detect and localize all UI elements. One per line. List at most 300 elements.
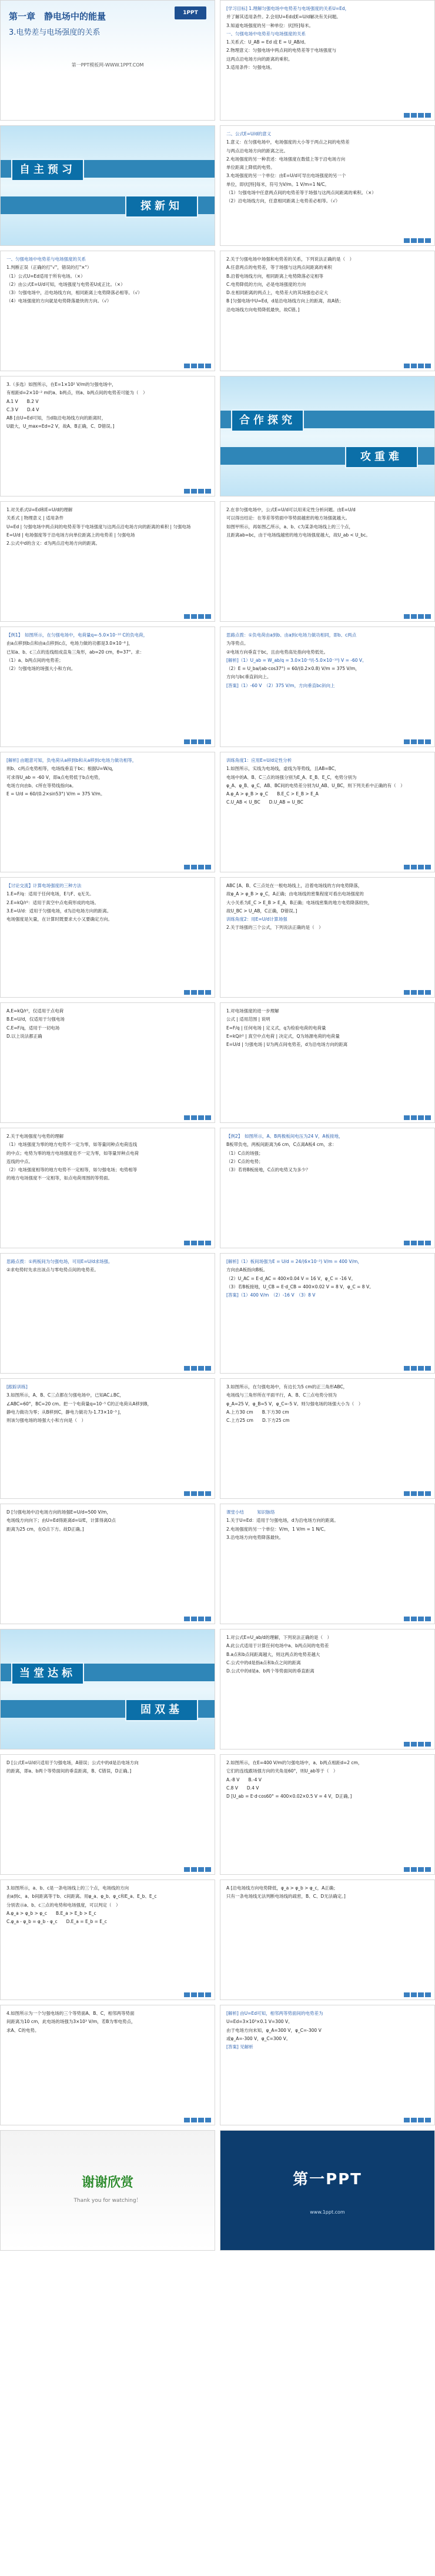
nav-button[interactable] (404, 739, 410, 744)
logo: 1PPT (175, 6, 206, 19)
nav-button[interactable] (411, 990, 417, 995)
nav-button[interactable] (418, 1115, 424, 1120)
slide-text-line: 的地方电场强度不一定相等，如点电荷周围的等势面。 (6, 1175, 112, 1181)
nav-button[interactable] (205, 1366, 211, 1371)
thanks-subtitle: Thank you for watching！ (73, 2198, 142, 2204)
slide-nav-buttons (404, 1366, 431, 1371)
nav-button[interactable] (404, 1491, 410, 1496)
slide-text-line: B.E=U/d，仅适用于匀强电场 (6, 1017, 65, 1022)
nav-button[interactable] (191, 364, 197, 368)
nav-button[interactable] (198, 990, 204, 995)
slide-text-line: U最大，U_max=Ed=2 V，故A、B正确，C、D错误。] (6, 424, 115, 429)
slide-nav-buttons (184, 739, 211, 744)
nav-button[interactable] (425, 113, 431, 118)
nav-button[interactable] (205, 364, 211, 368)
slide-12[interactable] (220, 626, 435, 747)
slide-nav-buttons (404, 1491, 431, 1496)
nav-button[interactable] (191, 2118, 197, 2122)
slide-nav-buttons (184, 1617, 211, 1621)
nav-button[interactable] (198, 739, 204, 744)
slide-6[interactable] (220, 251, 435, 371)
nav-button[interactable] (205, 1617, 211, 1621)
slide-text-line: 的中点；电势为零的地方电场强度也不一定为零，如等量异种点电荷 (6, 1150, 139, 1156)
slide-8[interactable] (220, 376, 435, 496)
nav-button[interactable] (184, 2118, 190, 2122)
nav-button[interactable] (191, 1366, 197, 1371)
slide-text-line: 电场线与三角形所在平面平行，A、B、C三点电势分别为 (226, 1392, 337, 1398)
slide-nav-buttons (184, 489, 211, 494)
nav-button[interactable] (184, 865, 190, 869)
nav-button[interactable] (191, 865, 197, 869)
slide-text-line: 3.知道电场强度的另一种单位：伏[特]每米。 (226, 22, 314, 28)
slide-text-line: 由于电场方向未知，φ_A=300 V，φ_C=-300 V (226, 2027, 322, 2033)
nav-button[interactable] (418, 364, 424, 368)
slide-34[interactable] (220, 2005, 435, 2125)
slide-text-line: （2）由公式E=U/d可知，电场强度与电势差U成正比。（×） (6, 281, 125, 287)
slide-text-line: [解析] 由U=Ed可知，相邻两等势面间的电势差为 (226, 2011, 323, 2016)
slide-text-line: C.公式中的d是指a点和b点之间的距离 (226, 1659, 301, 1665)
slide-text-line: 关系式 | 物理意义 | 适用条件 (6, 515, 64, 521)
slide-text-line: 3.如图所示，a、b、c是一条电场线上的三个点，电场线的方向 (6, 1885, 129, 1891)
nav-button[interactable] (425, 990, 431, 995)
nav-button[interactable] (418, 614, 424, 619)
slide-text-line: 并了解其适用条件。2.会用U=Ed或E=U/d解决有关问题。 (226, 14, 341, 20)
slide-26[interactable] (220, 1504, 435, 1624)
slide-23[interactable] (0, 1378, 215, 1499)
slide-nav-buttons (404, 614, 431, 619)
slide-text-line: 方向与bc垂直斜向上。 (226, 674, 272, 680)
slide-text-line: E=U/d | 电场强度等于沿电场方向单位距离上的电势差 | 匀强电场 (6, 532, 135, 538)
nav-button[interactable] (411, 238, 417, 243)
section-tag: 自主预习 (11, 159, 84, 181)
slide-text-line: A.φ_A > φ_B > φ_C B.E_C > E_B > E_A (226, 791, 319, 797)
slide-text-line: C.3 V D.4 V (6, 406, 39, 412)
slide-text-line: ∠ABC=60°，BC=20 cm。把一个电荷量q=10⁻⁵ C的正电荷从A移到B， (6, 1401, 152, 1407)
slide-nav-buttons (184, 1366, 211, 1371)
nav-button[interactable] (184, 364, 190, 368)
slide-text-line: 大小关系为E_C > E_B > E_A，B正确；电场线密集的地方电势降落较快， (226, 899, 373, 905)
slide-nav-buttons (184, 364, 211, 368)
slide-nav-buttons (404, 1241, 431, 1245)
brand-url: www.1ppt.com (310, 2210, 345, 2215)
nav-button[interactable] (184, 1867, 190, 1872)
nav-button[interactable] (198, 1867, 204, 1872)
slide-text-line: 【例1】 如图所示，在匀强电场中，电荷量q=-5.0×10⁻¹⁰ C的负电荷， (6, 632, 148, 638)
slide-nav-buttons (404, 1992, 431, 1997)
nav-button[interactable] (404, 238, 410, 243)
slide-text-line: 方向由A板指向B板。 (226, 1267, 268, 1273)
slide-nav-buttons (184, 990, 211, 995)
slide-text-line: A [沿电场线方向电势降低，φ_a > φ_b > φ_c，A正确； (226, 1885, 338, 1891)
slide-text-line: （4）电场强度的方向就是电势降落最快的方向。（√） (6, 298, 112, 304)
nav-button[interactable] (205, 1992, 211, 1997)
nav-button[interactable] (418, 1867, 424, 1872)
slide-1[interactable] (0, 0, 215, 121)
nav-button[interactable] (411, 364, 417, 368)
slide-nav-buttons (404, 990, 431, 995)
nav-button[interactable] (404, 990, 410, 995)
nav-button[interactable] (404, 1617, 410, 1621)
nav-button[interactable] (404, 113, 410, 118)
slide-text-line: （1）a、b两点间的电势差； (6, 657, 63, 663)
slide-text-line: φ_A=25 V，φ_B=5 V，φ_C=-5 V。则匀强电场的场强大小为（ ） (226, 1401, 363, 1407)
slide-text-line: （2）U_AC = E·d_AC = 400×0.04 V = 16 V，φ_C = -16 V。 (226, 1275, 356, 1281)
nav-button[interactable] (205, 739, 211, 744)
slide-text-line: 由a到c，a、b间距离等于b、c间距离。用φ_a、φ_b、φ_c和E_a、E_b、E_c (6, 1894, 157, 1899)
slide-text-line: （1）C点的场强； (226, 1150, 263, 1156)
nav-button[interactable] (411, 1617, 417, 1621)
thanks-title: 谢谢欣赏 (81, 2175, 133, 2190)
slide-5[interactable] (0, 251, 215, 371)
slide-25[interactable] (0, 1504, 215, 1624)
nav-button[interactable] (191, 1867, 197, 1872)
slide-text-line: 1.判断正误（正确的打"√"，错误的打"×"） (6, 265, 92, 271)
slide-text-line: 二、公式E=U/d的意义 (226, 131, 272, 136)
nav-button[interactable] (191, 1992, 197, 1997)
nav-button[interactable] (404, 614, 410, 619)
section-tag: 探新知 (125, 195, 198, 218)
nav-button[interactable] (411, 1115, 417, 1120)
slide-text-line: D.公式中的d是a、b两个等势面间的垂直距离 (226, 1668, 314, 1674)
slide-text-line: 训练角度2：用E=U/d计算场强 (226, 917, 287, 922)
slide-text-line: 则b、c两点电势相等，电场线垂直于bc；根据U=W/q， (6, 766, 116, 772)
nav-button[interactable] (205, 1115, 211, 1120)
slide-text-line: 一、匀强电场中电势差与电场强度的关系 (226, 31, 306, 36)
nav-button[interactable] (418, 1617, 424, 1621)
slide-text-line: 2.电场强度的另一个单位：V/m，1 V/m = 1 N/C。 (226, 1526, 329, 1532)
slide-nav-buttons (184, 865, 211, 869)
slide-text-line: 2.关于场强的三个公式，下列说法正确的是（ ） (226, 925, 323, 931)
nav-button[interactable] (425, 1867, 431, 1872)
slide-2[interactable] (220, 0, 435, 121)
nav-button[interactable] (418, 1992, 424, 1997)
slide-nav-buttons (404, 865, 431, 869)
slide-text-line: 电场线方向向下；由U=Ed得距离d=U/E，计算得离O点 (6, 1518, 116, 1524)
slide-20[interactable] (220, 1128, 435, 1248)
nav-button[interactable] (205, 1867, 211, 1872)
nav-button[interactable] (191, 1241, 197, 1245)
nav-button[interactable] (411, 1992, 417, 1997)
slide-text-line: [答案]（1）400 V/m （2）-16 V （3）8 V (226, 1292, 316, 1298)
slide-22[interactable] (220, 1253, 435, 1374)
slide-text-line: 公式 | 适用范围 | 说明 (226, 1017, 270, 1022)
chapter-title: 第一章 静电场中的能量 (9, 11, 106, 22)
nav-button[interactable] (198, 1115, 204, 1120)
slide-text-line: 思路点拨：①两板间为匀强电场，可用E=U/d求场强。 (6, 1259, 113, 1264)
slide-text-line: 3.适用条件：匀强电场。 (226, 64, 275, 70)
slide-text-line: 2.关于电场强度与电势的理解 (6, 1134, 64, 1139)
slide-text-line: 3.如图所示，在匀强电场中，有边长为5 cm的正三角形ABC， (226, 1384, 348, 1389)
slide-text-line: 单位距离上降低的电势。 (226, 165, 275, 170)
slide-nav-buttons (184, 614, 211, 619)
slide-text-line: B板带负电，两板间距离为6 cm，C点离A板4 cm，求： (226, 1142, 337, 1148)
slide-text-line: 3.电场强度的另一个单位：由E=U/d可导出电场强度的另一个 (226, 173, 346, 179)
slide-text-line: 间距离为10 cm，此电场的场强为3×10³ V/m，若B为零电势点， (6, 2019, 136, 2025)
slide-text-line: D [匀强电场中沿电场方向的场强E=U/d=500 V/m， (6, 1509, 111, 1515)
nav-button[interactable] (418, 2118, 424, 2122)
slide-16[interactable] (220, 877, 435, 998)
nav-button[interactable] (425, 1115, 431, 1120)
nav-button[interactable] (205, 614, 211, 619)
nav-button[interactable] (191, 990, 197, 995)
nav-button[interactable] (411, 113, 417, 118)
slide-text-line: 分别表示a、b、c三点的电势和电场强度，可以判定（ ） (6, 1902, 121, 1908)
slide-text-line: 一、匀强电场中电势差与电场强度的关系 (6, 256, 86, 262)
slide-text-line: D.以上说法都正确 (6, 1033, 42, 1039)
slide-nav-buttons (184, 1241, 211, 1245)
nav-button[interactable] (198, 1617, 204, 1621)
nav-button[interactable] (184, 1992, 190, 1997)
slide-7[interactable] (0, 376, 215, 496)
slide-text-line: E=kQ/r² | 真空中点电荷 | 决定式，Q为场源电荷的电荷量 (226, 1033, 340, 1039)
slide-text-line: U=Ed | 匀强电场中两点间的电势差等于电场强度与这两点沿电场方向的距离的乘积 | 匀强电场 (6, 524, 191, 529)
nav-button[interactable] (184, 489, 190, 494)
slide-text-line: 已知a、b、c三点的连线组成直角三角形，ab=20 cm，θ=37°。求： (6, 649, 145, 655)
slide-36[interactable] (220, 2130, 435, 2251)
slide-24[interactable] (220, 1378, 435, 1499)
slide-text-line: 3.（多选）如图所示，在E=1×10² V/m的匀强电场中， (6, 382, 116, 387)
nav-button[interactable] (191, 739, 197, 744)
slide-text-line: 连线的中点。 (6, 1158, 33, 1164)
nav-button[interactable] (184, 739, 190, 744)
slide-text-line: 的距离，即a、b两个等势面间的垂直距离，B、C错误，D正确。] (6, 1768, 132, 1774)
slide-text-line: 2.关于匀强电场中场强和电势差的关系，下列说法正确的是（ ） (226, 256, 354, 262)
slide-28[interactable] (220, 1629, 435, 1749)
slide-text-line: [跟踪训练] (6, 1384, 28, 1389)
slide-text-line: [解析]（1）U_ab = W_ab/q = 3.0×10⁻⁸/(-5.0×10⁻¹⁰) V = -60 V。 (226, 657, 367, 663)
nav-button[interactable] (198, 1241, 204, 1245)
nav-button[interactable] (425, 2118, 431, 2122)
nav-button[interactable] (404, 2118, 410, 2122)
slide-29[interactable] (0, 1754, 215, 1875)
slide-text-line: 电场中的A、B、C三点的场强分别为E_A、E_B、E_C，电势分别为 (226, 774, 357, 780)
nav-button[interactable] (198, 489, 204, 494)
nav-button[interactable] (184, 990, 190, 995)
nav-button[interactable] (418, 113, 424, 118)
nav-button[interactable] (418, 739, 424, 744)
slide-15[interactable] (0, 877, 215, 998)
nav-button[interactable] (205, 990, 211, 995)
slide-text-line: B.沿着电场线方向，相同距离上电势降落必定相等 (226, 273, 324, 279)
slide-text-line: 3.沿电场方向电势降落最快。 (226, 1534, 284, 1540)
slide-text-line: C.U_AB < U_BC D.U_AB = U_BC (226, 799, 303, 805)
nav-button[interactable] (418, 1742, 424, 1747)
nav-button[interactable] (418, 1491, 424, 1496)
nav-button[interactable] (411, 614, 417, 619)
nav-button[interactable] (191, 614, 197, 619)
nav-button[interactable] (404, 364, 410, 368)
nav-button[interactable] (425, 1491, 431, 1496)
slide-text-line: [答案]（1）-60 V （2）375 V/m，方向垂直bc斜向上 (226, 682, 335, 688)
slide-nav-buttons (404, 1867, 431, 1872)
slide-text-line: B.a点和b点间距离越大，则这两点的电势差越大 (226, 1651, 320, 1657)
slide-text-line: 3.如图所示，A、B、C三点都在匀强电场中，已知AC⊥BC， (6, 1392, 124, 1398)
nav-button[interactable] (191, 1115, 197, 1120)
slide-text-line: 1.关于U=Ed：适用于匀强电场，d为沿电场方向的距离。 (226, 1518, 339, 1524)
nav-button[interactable] (198, 1366, 204, 1371)
nav-button[interactable] (198, 614, 204, 619)
nav-button[interactable] (425, 739, 431, 744)
slide-31[interactable] (0, 1879, 215, 2000)
slide-text-line: 这两点沿电场方向的距离的乘积。 (226, 56, 293, 62)
slide-text-line: 1.对公式E=U_ab/d的理解，下列说法正确的是（ ） (226, 1635, 332, 1640)
slide-33[interactable] (0, 2005, 215, 2125)
nav-button[interactable] (205, 865, 211, 869)
nav-button[interactable] (411, 739, 417, 744)
nav-button[interactable] (198, 1992, 204, 1997)
slide-text-line: 为等势点。 (226, 641, 249, 647)
nav-button[interactable] (411, 865, 417, 869)
nav-button[interactable] (184, 1241, 190, 1245)
nav-button[interactable] (205, 2118, 211, 2122)
slide-text-line: 1.E=F/q：适用于任何电场，E与F、q无关。 (6, 891, 94, 897)
nav-button[interactable] (404, 1241, 410, 1245)
nav-button[interactable] (418, 1366, 424, 1371)
brand-title: 第一PPT (293, 2171, 362, 2188)
slide-text-line: 沿电场线方向电势降低最快，故C错。] (226, 306, 300, 312)
slide-text-line: （3）若将B板接地，C点的电势又为多少？ (226, 1167, 310, 1172)
slide-19[interactable] (0, 1128, 215, 1248)
slide-text-line: B [匀强电场中U=Ed，d是沿电场线方向上的距离，故A错； (226, 298, 344, 304)
nav-button[interactable] (418, 238, 424, 243)
section-tag: 合作探究 (231, 409, 304, 432)
slide-text-line: C.上方25 cm D.下方25 cm (226, 1418, 290, 1423)
slide-nav-buttons (404, 1742, 431, 1747)
nav-button[interactable] (184, 1366, 190, 1371)
slide-text-line: φ_A、φ_B、φ_C，AB、BC间的电势差分别为U_AB、U_BC，则下列关系中正确的有（ ） (226, 782, 405, 788)
slide-text-line: 故U_BC > U_AB，C正确，D错误。] (226, 908, 297, 914)
nav-button[interactable] (425, 1617, 431, 1621)
slide-text-line: A.任意两点的电势差，等于场强与这两点间距离的乘积 (226, 265, 332, 271)
nav-button[interactable] (425, 364, 431, 368)
slide-nav-buttons (184, 1867, 211, 1872)
slide-text-line: 距离为25 cm，在O点下方。故D正确。] (6, 1526, 84, 1532)
slide-nav-buttons (404, 2118, 431, 2122)
nav-button[interactable] (418, 865, 424, 869)
slide-nav-buttons (184, 1491, 211, 1496)
nav-button[interactable] (418, 990, 424, 995)
slide-text-line: （2）电场强度相等的地方电势不一定相等，如匀强电场；电势相等 (6, 1167, 138, 1172)
slide-text-line: 电场方向由b、c所在等势线指向a。 (6, 782, 76, 788)
nav-button[interactable] (198, 1491, 204, 1496)
nav-button[interactable] (198, 865, 204, 869)
nav-button[interactable] (425, 865, 431, 869)
nav-button[interactable] (184, 614, 190, 619)
nav-button[interactable] (425, 1366, 431, 1371)
nav-button[interactable] (205, 1241, 211, 1245)
nav-button[interactable] (198, 2118, 204, 2122)
nav-button[interactable] (184, 1491, 190, 1496)
nav-button[interactable] (425, 238, 431, 243)
slide-text-line: 2.物理意义：匀强电场中两点间的电势差等于电场强度与 (226, 48, 337, 54)
slide-nav-buttons (404, 739, 431, 744)
nav-button[interactable] (198, 364, 204, 368)
nav-button[interactable] (411, 1491, 417, 1496)
slide-13[interactable] (0, 752, 215, 872)
nav-button[interactable] (184, 1115, 190, 1120)
slide-nav-buttons (404, 1115, 431, 1120)
nav-button[interactable] (404, 1742, 410, 1747)
slide-text-line: 训练角度1：应用E=U/d定性分析 (226, 758, 292, 763)
slide-text-line: D.在相同距离的两点上，电势差大的其场强也必定大 (226, 290, 329, 295)
nav-button[interactable] (404, 1867, 410, 1872)
nav-button[interactable] (404, 1366, 410, 1371)
slide-nav-buttons (184, 1115, 211, 1120)
nav-button[interactable] (205, 489, 211, 494)
nav-button[interactable] (411, 1241, 417, 1245)
nav-button[interactable] (425, 1241, 431, 1245)
slide-3[interactable] (0, 125, 215, 246)
nav-button[interactable] (411, 1867, 417, 1872)
slide-text-line: （2）C点的电势； (226, 1158, 263, 1164)
slide-4[interactable] (220, 125, 435, 246)
slide-text-line: U=Ed=3×10³×0.1 V=300 V。 (226, 2019, 293, 2025)
slide-text-line: 故φ_A > φ_B > φ_C，A正确；由电场线的密集程度可看出电场强度的 (226, 891, 364, 897)
slide-35[interactable] (0, 2130, 215, 2251)
slide-32[interactable] (220, 1879, 435, 2000)
slide-text-line: 它们的连线跟场强方向的夹角是60°，则U_ab等于（ ） (226, 1768, 338, 1774)
slide-text-line: 有相距d=2×10⁻² m的a、b两点，则a、b两点间的电势差可能为（ ） (6, 390, 148, 396)
nav-button[interactable] (184, 1617, 190, 1621)
nav-button[interactable] (411, 2118, 417, 2122)
slide-text-line: 1.关系式：U_AB = Ed 或 E = U_AB/d。 (226, 39, 309, 45)
slide-text-line: （1）电场强度为零的地方电势不一定为零，如等量同种点电荷连线 (6, 1142, 138, 1148)
nav-button[interactable] (191, 1491, 197, 1496)
slide-text-line: 2.E=kQ/r²：适用于真空中点电荷形成的电场。 (6, 899, 99, 905)
nav-button[interactable] (404, 1992, 410, 1997)
nav-button[interactable] (425, 1742, 431, 1747)
nav-button[interactable] (425, 614, 431, 619)
slide-30[interactable] (220, 1754, 435, 1875)
slide-nav-buttons (404, 1617, 431, 1621)
section-tag: 攻重难 (345, 446, 418, 468)
slide-10[interactable] (220, 501, 435, 622)
slide-text-line: （1）公式U=Ed适用于所有电场。（×） (6, 273, 85, 279)
slide-14[interactable] (220, 752, 435, 872)
slide-27[interactable] (0, 1629, 215, 1749)
nav-button[interactable] (205, 1491, 211, 1496)
slide-text-line: 【例2】 如图所示，A、B两极板间电压为24 V，A板接地， (226, 1134, 343, 1139)
slide-text-line: [学习目标] 1.理解匀强电场中电势差与电场强度的关系U=Ed， (226, 6, 350, 11)
slide-text-line: 单位，即伏[特]每米，符号为V/m。1 V/m=1 N/C。 (226, 181, 329, 187)
section-tag: 当堂达标 (11, 1662, 84, 1685)
nav-button[interactable] (404, 1115, 410, 1120)
slide-nav-buttons (404, 364, 431, 368)
slide-17[interactable] (0, 1002, 215, 1123)
slide-text-line: A.-8 V B.-4 V (226, 1777, 262, 1782)
slide-text-line: [解析] 由题意可知，负电荷从a移到b和从a移到c电场力做功相等， (6, 758, 137, 763)
slide-21[interactable] (0, 1253, 215, 1374)
slide-text-line: 1.对电场强度的进一步理解 (226, 1008, 279, 1014)
nav-button[interactable] (418, 1241, 424, 1245)
slide-text-line: 只有一条电场线无法判断电场线的疏密，B、C、D无法确定。] (226, 1894, 346, 1899)
nav-button[interactable] (191, 489, 197, 494)
slide-text-line: （2）E = U_ba/(ab·cos37°) = 60/(0.2×0.8) V/m = 375 V/m， (226, 666, 360, 671)
slide-18[interactable] (220, 1002, 435, 1123)
nav-button[interactable] (411, 1366, 417, 1371)
site-url: 第一PPT模板网-WWW.1PPT.COM (71, 62, 144, 68)
slide-9[interactable] (0, 501, 215, 622)
slide-text-line: 可以得出结论：在等差等势面中等势面越密的地方场强就越大。 (226, 515, 350, 521)
nav-button[interactable] (404, 865, 410, 869)
slide-text-line: A.φ_a > φ_b > φ_c B.E_a > E_b > E_c (6, 1910, 96, 1916)
nav-button[interactable] (411, 1742, 417, 1747)
slide-text-line: 2.电场强度的另一种表述：电场强度在数值上等于沿电场方向 (226, 156, 346, 162)
nav-button[interactable] (425, 1992, 431, 1997)
nav-button[interactable] (191, 1617, 197, 1621)
slide-11[interactable] (0, 626, 215, 747)
slide-text-line: D [U_ab = E·d·cos60° = 400×0.02×0.5 V = 4 V，D正确。] (226, 1794, 352, 1799)
